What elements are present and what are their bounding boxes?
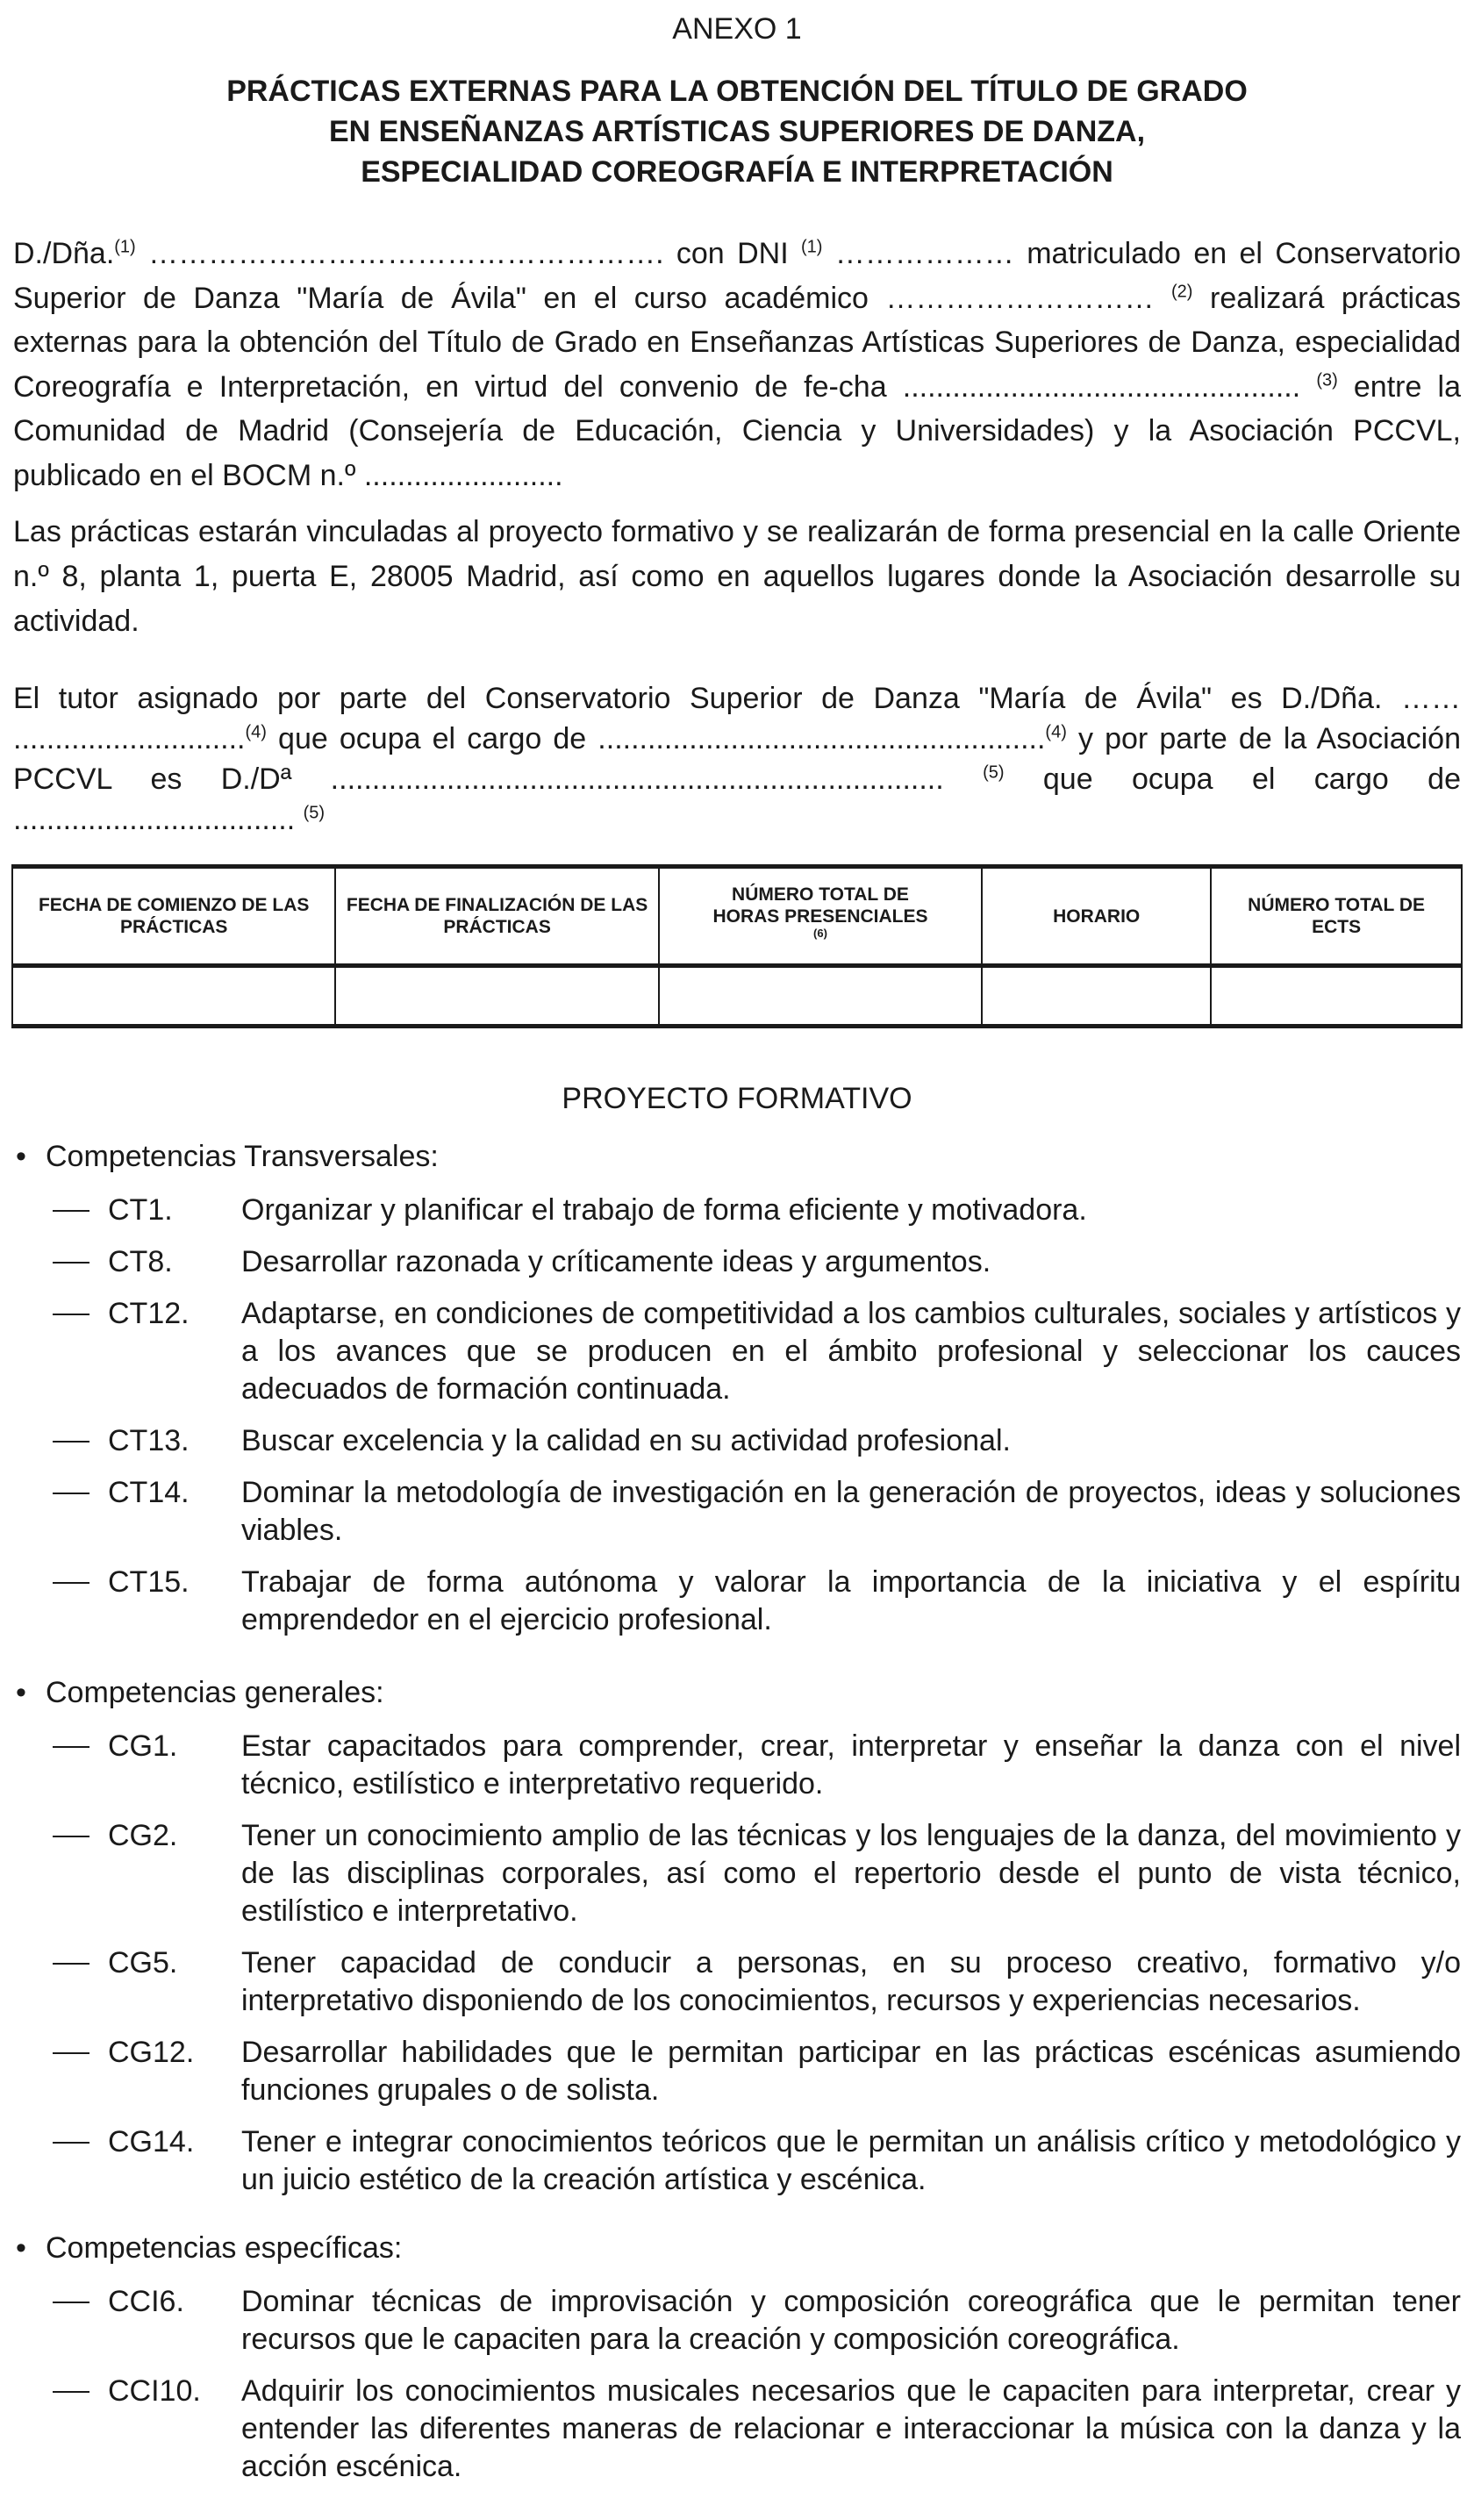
dash-icon (53, 2142, 89, 2144)
text: El tutor asignado por parte del Conservatorio Superior de Danza "María de Ávila" es D./Dña. …… ............................ (13, 682, 1461, 755)
section-generales (13, 1673, 1461, 2199)
footnote-ref: (1) (801, 237, 823, 257)
footnote-ref: (5) (983, 762, 1005, 783)
annex-label: ANEXO 1 (672, 12, 802, 46)
bullet-icon: • (16, 1676, 26, 1709)
list-item (13, 1728, 1461, 1803)
competency-text: Tener capacidad de conducir a personas, en su proceso creativo, formativo y/o interpretativo disponiendo de los conocimientos, recursos y experiencias necesarios. (241, 1946, 1461, 2017)
column-header: FECHA DE COMIENZO DE LAS PRÁCTICAS (12, 867, 335, 966)
competency-text: Estar capacitados para comprender, crear, interpretar y enseñar la danza con el nivel técnico, estilístico e interpretativo requerido. (241, 1729, 1461, 1801)
dash-icon (53, 1262, 89, 1264)
dash-icon (53, 1314, 89, 1315)
footnote-ref: (2) (1171, 282, 1193, 302)
text: ……………………………………………. con DNI (135, 237, 802, 270)
dash-icon (53, 1441, 89, 1443)
list-item (13, 1474, 1461, 1550)
dash-icon (53, 1836, 89, 1837)
table-cell[interactable] (1211, 966, 1462, 1027)
competency-text: Buscar excelencia y la calidad en su actividad profesional. (241, 1424, 1011, 1457)
list-item (13, 2034, 1461, 2109)
dash-icon (53, 1210, 89, 1212)
list-item (13, 1944, 1461, 2020)
dash-icon (53, 2052, 89, 2054)
competency-code: CG1. (108, 1729, 178, 1763)
column-header: NÚMERO TOTAL DE HORAS PRESENCIALES $^{(6)}$ (659, 867, 982, 966)
dash-icon (53, 1746, 89, 1748)
text: realizará prácticas externas para la obtención del Título de Grado en Enseñanzas Artísticas Superiores de Danza, especialidad Coreografía e Interpretación, en virtud del convenio de fe-cha ................................................ (13, 281, 1461, 404)
dash-icon (53, 2302, 89, 2303)
competency-code: CT1. (108, 1193, 173, 1227)
list-item (13, 1192, 1461, 1229)
title-line: ESPECIALIDAD COREOGRAFÍA E INTERPRETACIÓN (361, 155, 1113, 189)
text: entre la Comunidad de Madrid (Consejería de Educación, Ciencia y Universidades) y la Asociación PCCVL, publicado en el BOCM n.º ........................ (13, 369, 1461, 492)
tutor-paragraph (13, 678, 1461, 840)
list-item (13, 2373, 1461, 2486)
table-header-row (12, 867, 1462, 966)
table-row (12, 966, 1462, 1027)
list-item (13, 1422, 1461, 1460)
text: y por parte de la Asociación PCCVL es D./Dª .......................................................................... (13, 722, 1461, 796)
list-item (13, 1564, 1461, 1639)
footnote-ref: (3) (1316, 370, 1338, 390)
intro-paragraph (13, 232, 1461, 498)
competency-text: Dominar técnicas de improvisación y composición coreográfica que le permitan tener recursos que le capaciten para la creación y composición coreográfica. (241, 2285, 1461, 2356)
competency-text: Dominar la metodología de investigación en la generación de proyectos, ideas y soluciones viables. (241, 1476, 1461, 1547)
document-title (13, 71, 1461, 192)
competency-text: Organizar y planificar el trabajo de forma eficiente y motivadora. (241, 1193, 1087, 1227)
bullet-icon: • (16, 2231, 26, 2265)
list-item (13, 2123, 1461, 2199)
competency-list (13, 1192, 1461, 1639)
competency-text: Tener un conocimiento amplio de las técnicas y los lenguajes de la danza, del movimiento y de las disciplinas corporales, así como el repertorio desde el punto de vista técnico, estilístico e interpretativo. (241, 1819, 1461, 1928)
section-transversales (13, 1137, 1461, 1639)
heading-text: Competencias generales: (46, 1676, 384, 1709)
competency-code: CG14. (108, 2125, 195, 2158)
competency-code: CT8. (108, 1245, 173, 1278)
dash-icon (53, 2391, 89, 2393)
competency-list (13, 2283, 1461, 2486)
competency-text: Adquirir los conocimientos musicales necesarios que le capaciten para interpretar, crear y entender las diferentes maneras de relacionar e interaccionar la música con la danza y la acción escénica. (241, 2374, 1461, 2483)
competency-code: CT12. (108, 1297, 190, 1330)
competency-text: Adaptarse, en condiciones de competitividad a los cambios culturales, sociales y artísticos y a los avances que se producen en el ámbito profesional y seleccionar los cauces adecuados de formación continuada. (241, 1297, 1461, 1406)
competency-code: CG5. (108, 1946, 178, 1979)
list-item (13, 1817, 1461, 1930)
competency-text: Trabajar de forma autónoma y valorar la importancia de la iniciativa y el espíritu emprendedor en el ejercicio profesional. (241, 1565, 1461, 1636)
footnote-ref: (1) (114, 237, 136, 257)
table-cell[interactable] (12, 966, 335, 1027)
footnote-ref: (4) (245, 722, 267, 742)
location-paragraph: Las prácticas estarán vinculadas al proyecto formativo y se realizarán de forma presencial en la calle Oriente n.º 8, planta 1, puerta E, 28005 Madrid, así como en aquellos lugares donde la Asociación desarrolle su actividad. (13, 515, 1461, 638)
heading-text: Competencias específicas: (46, 2231, 403, 2265)
text: que ocupa el cargo de .................................. (13, 762, 1461, 836)
list-item (13, 1243, 1461, 1281)
competency-code: CT13. (108, 1424, 190, 1457)
column-header: FECHA DE FINALIZACIÓN DE LAS PRÁCTICAS (335, 867, 658, 966)
footnote-ref: (5) (303, 803, 326, 823)
section-heading (13, 1673, 1461, 1712)
competency-code: CG12. (108, 2036, 195, 2069)
competency-text: Desarrollar habilidades que le permitan participar en las prácticas escénicas asumiendo funciones grupales o de solista. (241, 2036, 1461, 2107)
text: que ocupa el cargo de ...................................................... (266, 722, 1046, 755)
title-line: PRÁCTICAS EXTERNAS PARA LA OBTENCIÓN DEL TÍTULO DE GRADO (226, 75, 1248, 108)
table-cell[interactable] (982, 966, 1211, 1027)
heading-text: Competencias Transversales: (46, 1140, 439, 1173)
competency-text: Tener e integrar conocimientos teóricos que le permitan un análisis crítico y metodológico y un juicio estético de la creación artística y escénica. (241, 2125, 1461, 2196)
dash-icon (53, 1493, 89, 1494)
list-item (13, 1295, 1461, 1408)
internship-table (11, 864, 1463, 1028)
competency-code: CCI10. (108, 2374, 201, 2408)
competency-code: CG2. (108, 1819, 178, 1852)
section-heading (13, 2229, 1461, 2267)
title-line: EN ENSEÑANZAS ARTÍSTICAS SUPERIORES DE DANZA, (328, 115, 1146, 148)
table-cell[interactable] (659, 966, 982, 1027)
section-especificas (13, 2229, 1461, 2486)
table-cell[interactable] (335, 966, 658, 1027)
section-heading (13, 1137, 1461, 1176)
competency-code: CT15. (108, 1565, 190, 1599)
footnote-ref: (4) (1045, 722, 1067, 742)
text: D./Dña. (13, 237, 115, 270)
list-item (13, 2283, 1461, 2359)
competency-text: Desarrollar razonada y críticamente ideas y argumentos. (241, 1245, 991, 1278)
text: ……………… matriculado en el Conservatorio Superior de Danza "María de Ávila" en el curso académico ……………………… (13, 237, 1461, 315)
column-header: NÚMERO TOTAL DE ECTS (1211, 867, 1462, 966)
competency-list (13, 1728, 1461, 2199)
competency-code: CT14. (108, 1476, 190, 1509)
column-header: HORARIO (982, 867, 1211, 966)
dash-icon (53, 1582, 89, 1584)
project-title: PROYECTO FORMATIVO (562, 1082, 912, 1115)
dash-icon (53, 1963, 89, 1965)
competency-code: CCI6. (108, 2285, 184, 2318)
bullet-icon: • (16, 1140, 26, 1173)
